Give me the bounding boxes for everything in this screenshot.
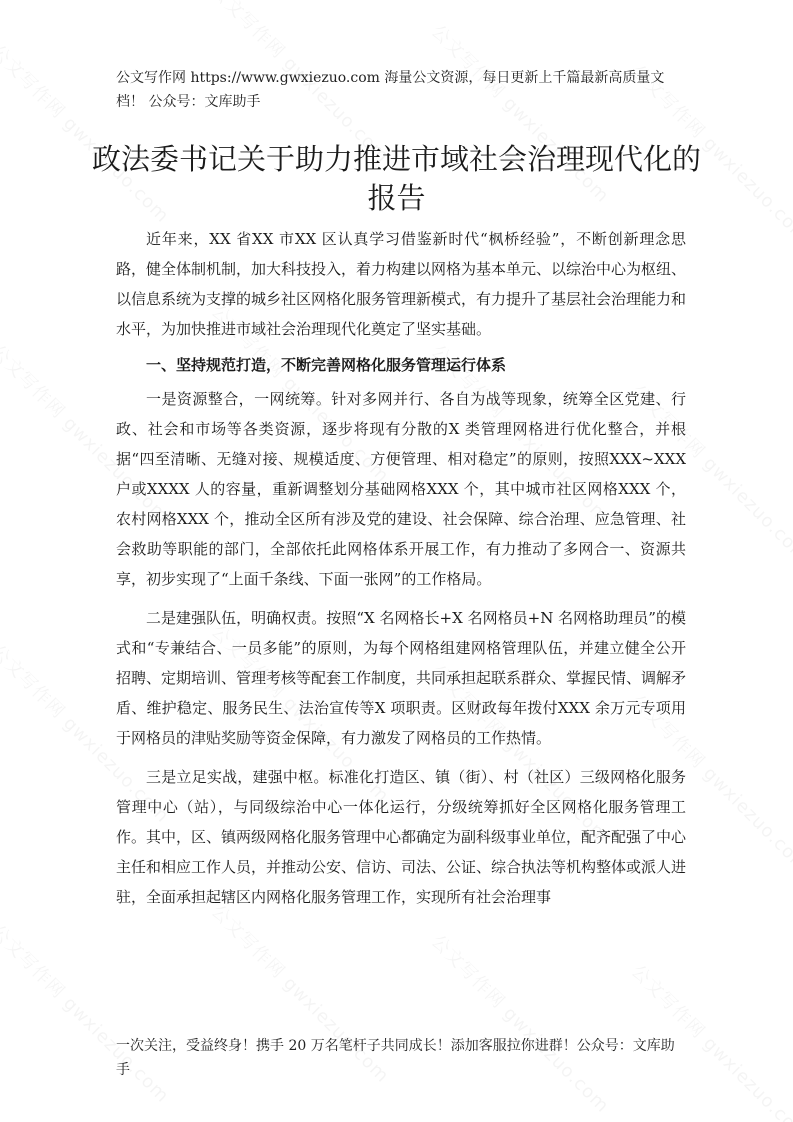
section-heading: 一、坚持规范打造，不断完善网格化服务管理运行体系 <box>146 356 507 374</box>
document-body <box>116 224 686 912</box>
watermark-text <box>426 928 616 1118</box>
page-footer: 一次关注，受益终身！携手 20 万名笔杆子共同成长！添加客服拉你进群！公众号：文库助手 <box>116 1038 675 1078</box>
page-header: 公文写作网 https://www.gwxiezuo.com 海量公文资源，每日更新上千篇最新高质量文档！ 公众号：文库助手 <box>116 70 665 110</box>
body-paragraph: 三是立足实战，建强中枢。标准化打造区、镇（街）、村（社区）三级网格化服务管理中心（站），与同级综治中心一体化运行，分级统筹抓好全区网格化服务管理工作。其中，区、镇两级网格化服务管理中心都确定为副科级事业单位，配齐配强了中心主任和相应工作人员，并推动公安、信访、司法、公证、综合执法等机构整体或派人进驻，全面承担起辖区内网格化服务管理工作，实现所有社会治理事 <box>116 768 687 906</box>
intro-paragraph: 近年来，XX 省XX 市XX 区认真学习借鉴新时代“枫桥经验”，不断创新理念思路，健全体制机制，加大科技投入，着力构建以网格为基本单元、以综治中心为枢纽、以信息系统为支撑的城乡社区网格化服务管理新模式，有力提升了基层社会治理能力和水平，为加快推进市域社会治理现代化奠定了坚实基础。 <box>116 230 687 338</box>
document-title: 政法委书记关于助力推进市域社会治理现代化的报告 <box>91 142 701 215</box>
body-paragraph: 一是资源整合，一网统筹。针对多网并行、各自为战等现象，统筹全区党建、行政、社会和市场等各类资源，逐步将现有分散的X 类管理网格进行优化整合，并根据“四至清晰、无缝对接、规模适度、方便管理、相对稳定”的原则，按照XXX~XXX 户或XXXX 人的容量，重新调整划分基础网格XXX 个，其中城市社区网格XXX 个，农村网格XXX 个，推动全区所有涉及党的建设、社会保障、综合治理、应急管理、社会救助等职能的部门，全部依托此网格体系开展工作，有力推动了多网合一、资源共享，初步实现了“上面千条线、下面一张网”的工作格局。 <box>116 390 686 588</box>
body-paragraph: 二是建强队伍，明确权责。按照“X 名网格长+X 名网格员+N 名网格助理员”的模式和“专兼结合、一员多能”的原则，为每个网格组建网格管理队伍，并建立健全公开招聘、定期培训、管理考核等配套工作制度，共同承担起联系群众、掌握民情、调解矛盾、维护稳定、服务民生、法治宣传等X 项职责。区财政每年拨付XXX 余万元专项用于网格员的津贴奖励等资金保障，有力激发了网格员的工作热情。 <box>116 609 687 747</box>
